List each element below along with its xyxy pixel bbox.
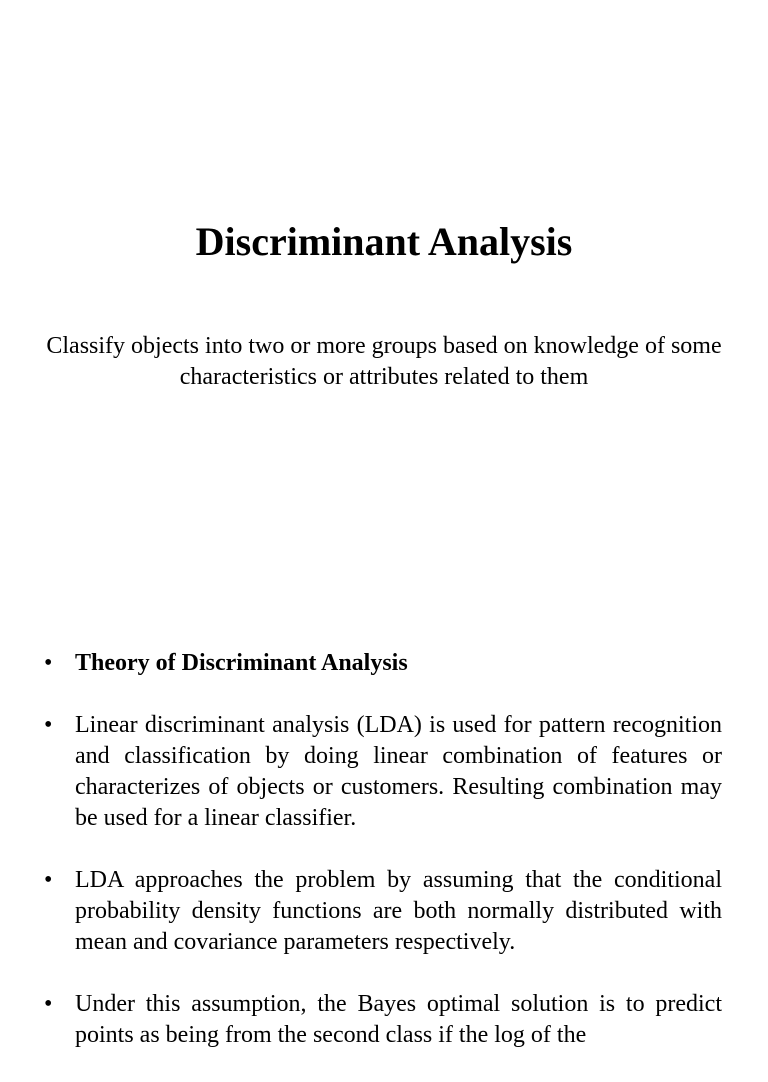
bullet-item-theory: [40, 648, 722, 679]
bullet-item-bayes-solution: [40, 989, 722, 1051]
bullet-text: Linear discriminant analysis (LDA) is used for pattern recognition and classification by doing linear combination of features or characterizes of objects or customers. Resulting combination may be used for a linear classifier.: [75, 712, 722, 831]
bullet-marker: •: [44, 991, 53, 1017]
document-subtitle: Classify objects into two or more groups based on knowledge of some characteristics or attributes related to them: [46, 333, 722, 390]
bullet-item-lda-definition: [40, 710, 722, 834]
bullet-marker: •: [44, 650, 53, 676]
bullet-item-lda-assumption: [40, 865, 722, 958]
bullet-marker: •: [44, 712, 53, 738]
bullet-text: Under this assumption, the Bayes optimal solution is to predict points as being from the second class if the log of the: [75, 991, 722, 1048]
bullet-text: LDA approaches the problem by assuming that the conditional probability density functions are both normally distributed with mean and covariance parameters respectively.: [75, 867, 722, 955]
bullet-text: Theory of Discriminant Analysis: [75, 650, 408, 676]
bullet-marker: •: [44, 867, 53, 893]
document-title: Discriminant Analysis: [195, 219, 573, 264]
bullet-list: [40, 648, 722, 1082]
